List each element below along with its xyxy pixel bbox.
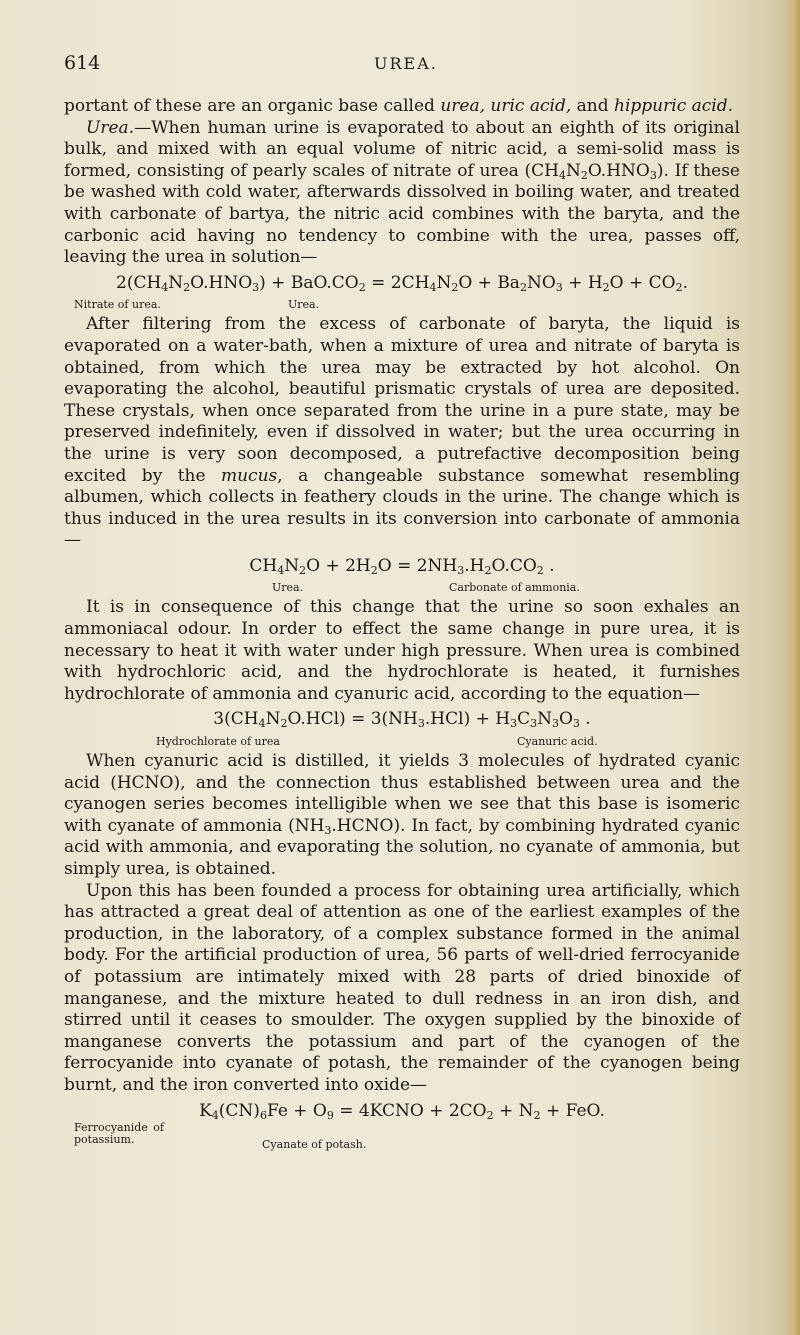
equation-labels (64, 294, 740, 310)
equation: $CH_4N_2O + 2H_2O = 2NH_3.H_2O.CO_2$ . (249, 555, 555, 577)
paragraph: After filtering from the excess of carbonate of baryta, the liquid is evaporated on a water-bath, when a mixture of urea and nitrate of baryta is obtained, from which the urea may be extracted by hot alcohol. On evaporating the alcohol, beautiful prismatic crystals of urea are deposited. These crystals, when once separated from the urine in a pure state, may be preserved indefinitely, even if dissolved in water; but the urea occurring in the urine is very soon decomposed, a putrefactive decomposition being excited by the mucus, a changeable substance somewhat resembling albumen, which collects in feathery clouds in the urine. The change which is thus induced in the urea results in its conversion into carbonate of ammonia— (64, 314, 740, 551)
equation-label: Cyanate of potash. (262, 1138, 367, 1152)
page-number: 614 (64, 52, 101, 74)
paragraph: When cyanuric acid is distilled, it yields 3 molecules of hydrated cyanic acid (HCNO), and the connection thus established between urea and the cyanogen series becomes intelligible when we see that this base is isomeric with cyanate of ammonia $(NH_3.HCNO)$. In fact, by combining hydrated cyanic acid with ammonia, and evaporating the solution, no cyanate of ammonia, but simply urea, is obtained. (64, 751, 740, 879)
equation: $3(CH_4N_2O.HCl) = 3(NH_3.HCl) + H_3C_3N_3O_3$ . (213, 709, 591, 731)
paragraph: It is in consequence of this change that the urine so soon exhales an ammoniacal odour. In order to effect the same change in pure urea, it is necessary to heat it with water under high pressure. When urea is combined with hydrochloric acid, and the hydrochlorate is heated, it furnishes hydrochlorate of ammonia and cyanuric acid, according to the equation— (64, 597, 740, 704)
body-text (64, 96, 740, 1156)
equation-labels (64, 1122, 740, 1152)
equation-label: Hydrochlorate of urea (156, 735, 280, 749)
page-header (64, 52, 724, 78)
equation-label: Carbonate of ammonia. (449, 581, 580, 595)
equation: $K_4(CN)_6Fe + O_9$ = 4KCNO + $2CO_2 + N_2$ + FeO. (199, 1100, 605, 1122)
paragraph: Urea.—When human urine is evaporated to about an eighth of its original bulk, and mixed with an equal volume of nitric acid, a semi-solid mass is formed, consisting of pearly scales of nitrate of urea $(CH_4N_2O.HNO_3)$. If these be washed with cold water, afterwards dissolved in boiling water, and treated with carbonate of bartya, the nitric acid combines with the baryta, and the carbonic acid having no tendency to combine with the urea, passes off, leaving the urea in solution— (64, 117, 740, 268)
equation-labels (64, 731, 740, 747)
running-head: UREA. (374, 54, 438, 73)
equation-label: Urea. (288, 298, 320, 312)
equation: $2(CH_4N_2O.HNO_3) + BaO.CO_2 = 2CH_4N_2O + Ba_2NO_3 + H_2O + CO_2$. (116, 272, 688, 294)
paragraph: Upon this has been founded a process for obtaining urea artificially, which has attracted a great deal of attention as one of the earliest examples of the production, in the laboratory, of a complex substance formed in the animal body. For the artificial production of urea, 56 parts of well-dried ferrocyanide of potassium are intimately mixed with 28 parts of dried binoxide of manganese, and the mixture heated to dull redness in an iron dish, and stirred until it ceases to smoulder. The oxygen supplied by the binoxide of manganese converts the potassium and part of the cyanogen of the ferrocyanide into cyanate of potash, the remainder of the cyanogen being burnt, and the iron converted into oxide— (64, 880, 740, 1095)
paragraph: portant of these are an organic base called urea, uric acid, and hippuric acid. (64, 96, 733, 116)
equation-label: Urea. (272, 581, 304, 595)
equation-label: Ferrocyanide of potassium. (74, 1121, 164, 1147)
page-edge (786, 0, 800, 1335)
equation-label: Nitrate of urea. (74, 298, 161, 312)
equation-labels (64, 577, 740, 593)
equation-label: Cyanuric acid. (517, 735, 598, 749)
